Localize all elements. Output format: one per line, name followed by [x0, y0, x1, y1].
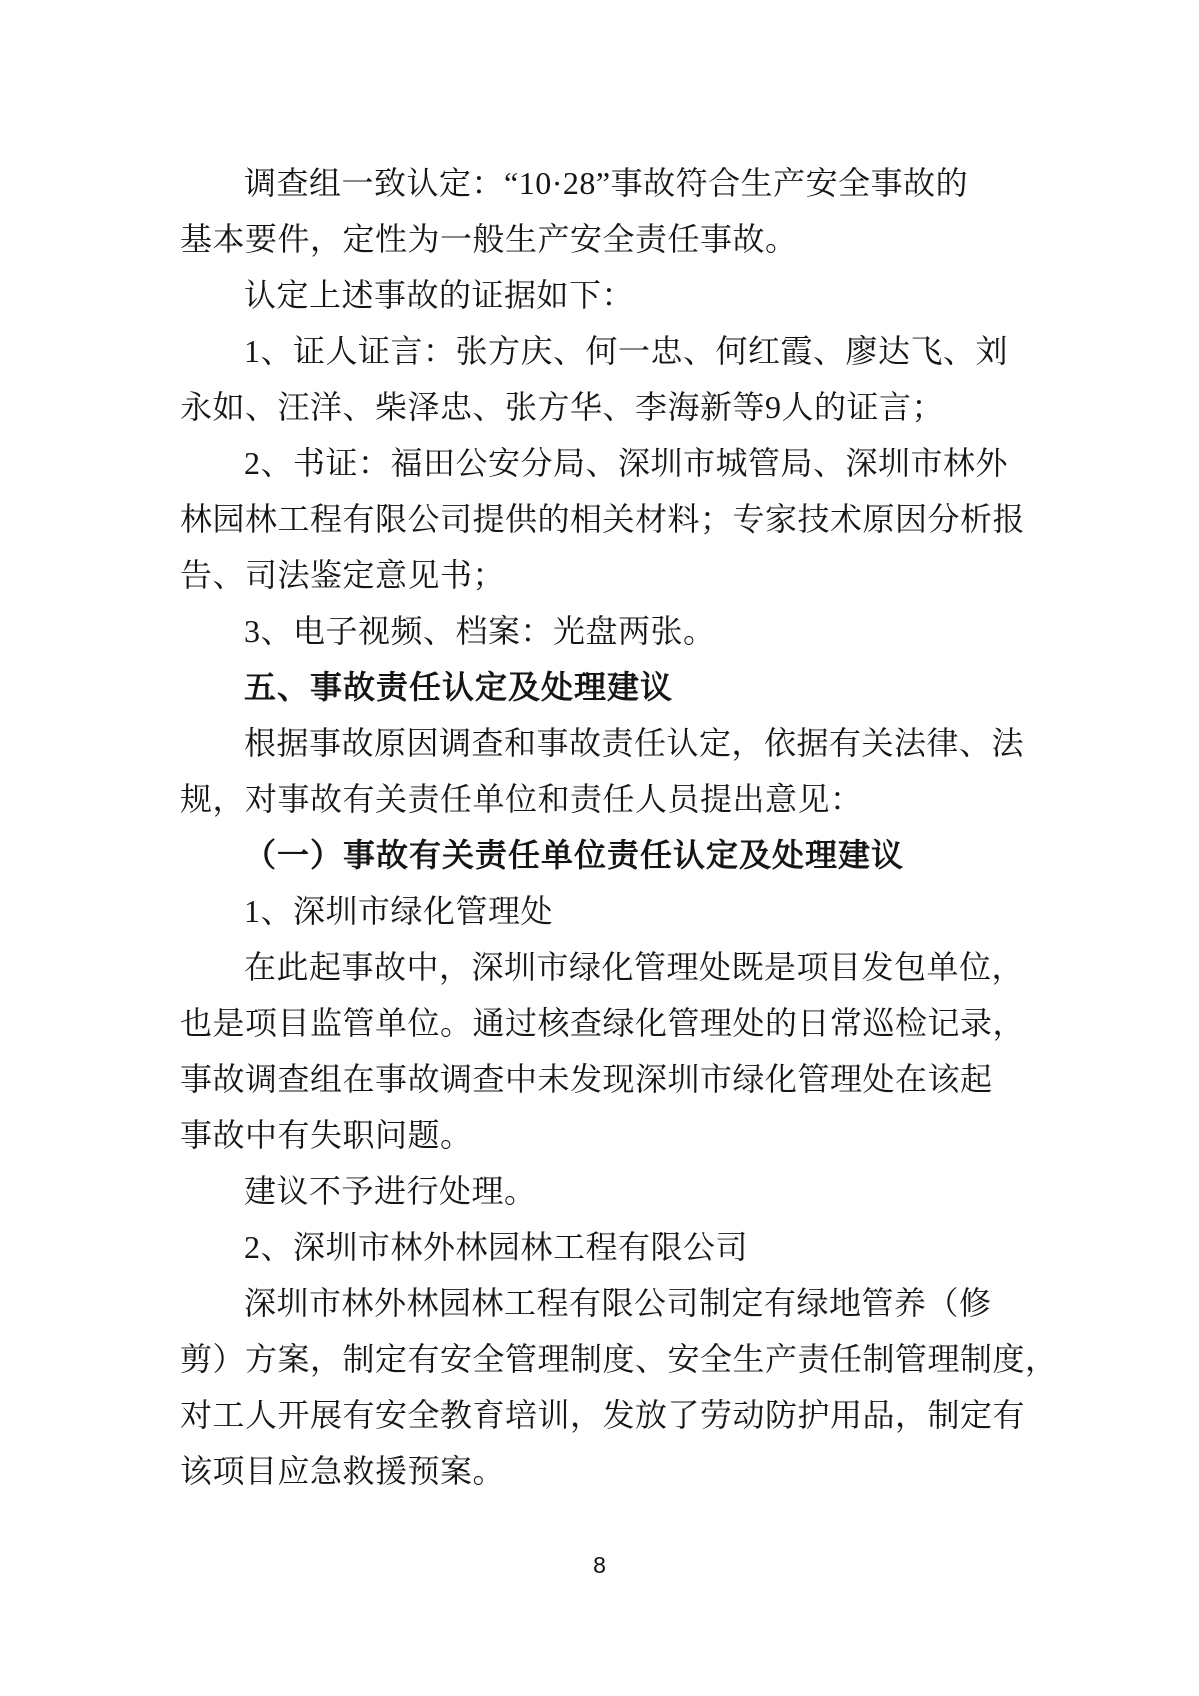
text-line: 规，对事故有关责任单位和责任人员提出意见： — [180, 781, 863, 817]
text-line: 基本要件，定性为一般生产安全责任事故。 — [180, 221, 798, 257]
text-line: 永如、汪洋、柴泽忠、张方华、李海新等9人的证言； — [180, 389, 945, 425]
text-line: 建议不予进行处理。 — [244, 1173, 537, 1209]
text-line: 在此起事故中，深圳市绿化管理处既是项目发包单位， — [244, 949, 1025, 985]
text-line: 事故中有失职问题。 — [180, 1117, 473, 1153]
text-line: 1、深圳市绿化管理处 — [244, 893, 554, 929]
text-line: 林园林工程有限公司提供的相关材料；专家技术原因分析报 — [180, 501, 1026, 537]
heading-line: 五、事故责任认定及处理建议 — [244, 669, 674, 705]
page-number: 8 — [593, 1552, 606, 1578]
text-line: 也是项目监管单位。通过核查绿化管理处的日常巡检记录， — [180, 1005, 1026, 1041]
text-line: 认定上述事故的证据如下： — [244, 277, 635, 313]
document-body — [180, 155, 1058, 1499]
text-line: 1、证人证言：张方庆、何一忠、何红霞、廖达飞、刘 — [244, 333, 1009, 369]
text-line: 剪）方案，制定有安全管理制度、安全生产责任制管理制度， — [180, 1341, 1058, 1377]
text-line: 调查组一致认定：“10·28”事故符合生产安全事故的 — [244, 165, 969, 201]
text-line: 根据事故原因调查和事故责任认定，依据有关法律、法 — [244, 725, 1025, 761]
text-line: 该项目应急救援预案。 — [180, 1453, 506, 1489]
text-line: 告、司法鉴定意见书； — [180, 557, 506, 593]
text-line: 事故调查组在事故调查中未发现深圳市绿化管理处在该起 — [180, 1061, 993, 1097]
text-line: 对工人开展有安全教育培训，发放了劳动防护用品，制定有 — [180, 1397, 1026, 1433]
text-line: 2、书证：福田公安分局、深圳市城管局、深圳市林外 — [244, 445, 1009, 481]
text-line: 3、电子视频、档案：光盘两张。 — [244, 613, 716, 649]
heading-line: （一）事故有关责任单位责任认定及处理建议 — [244, 837, 905, 873]
text-line: 深圳市林外林园林工程有限公司制定有绿地管养（修 — [244, 1285, 992, 1321]
text-line: 2、深圳市林外林园林工程有限公司 — [244, 1229, 749, 1265]
